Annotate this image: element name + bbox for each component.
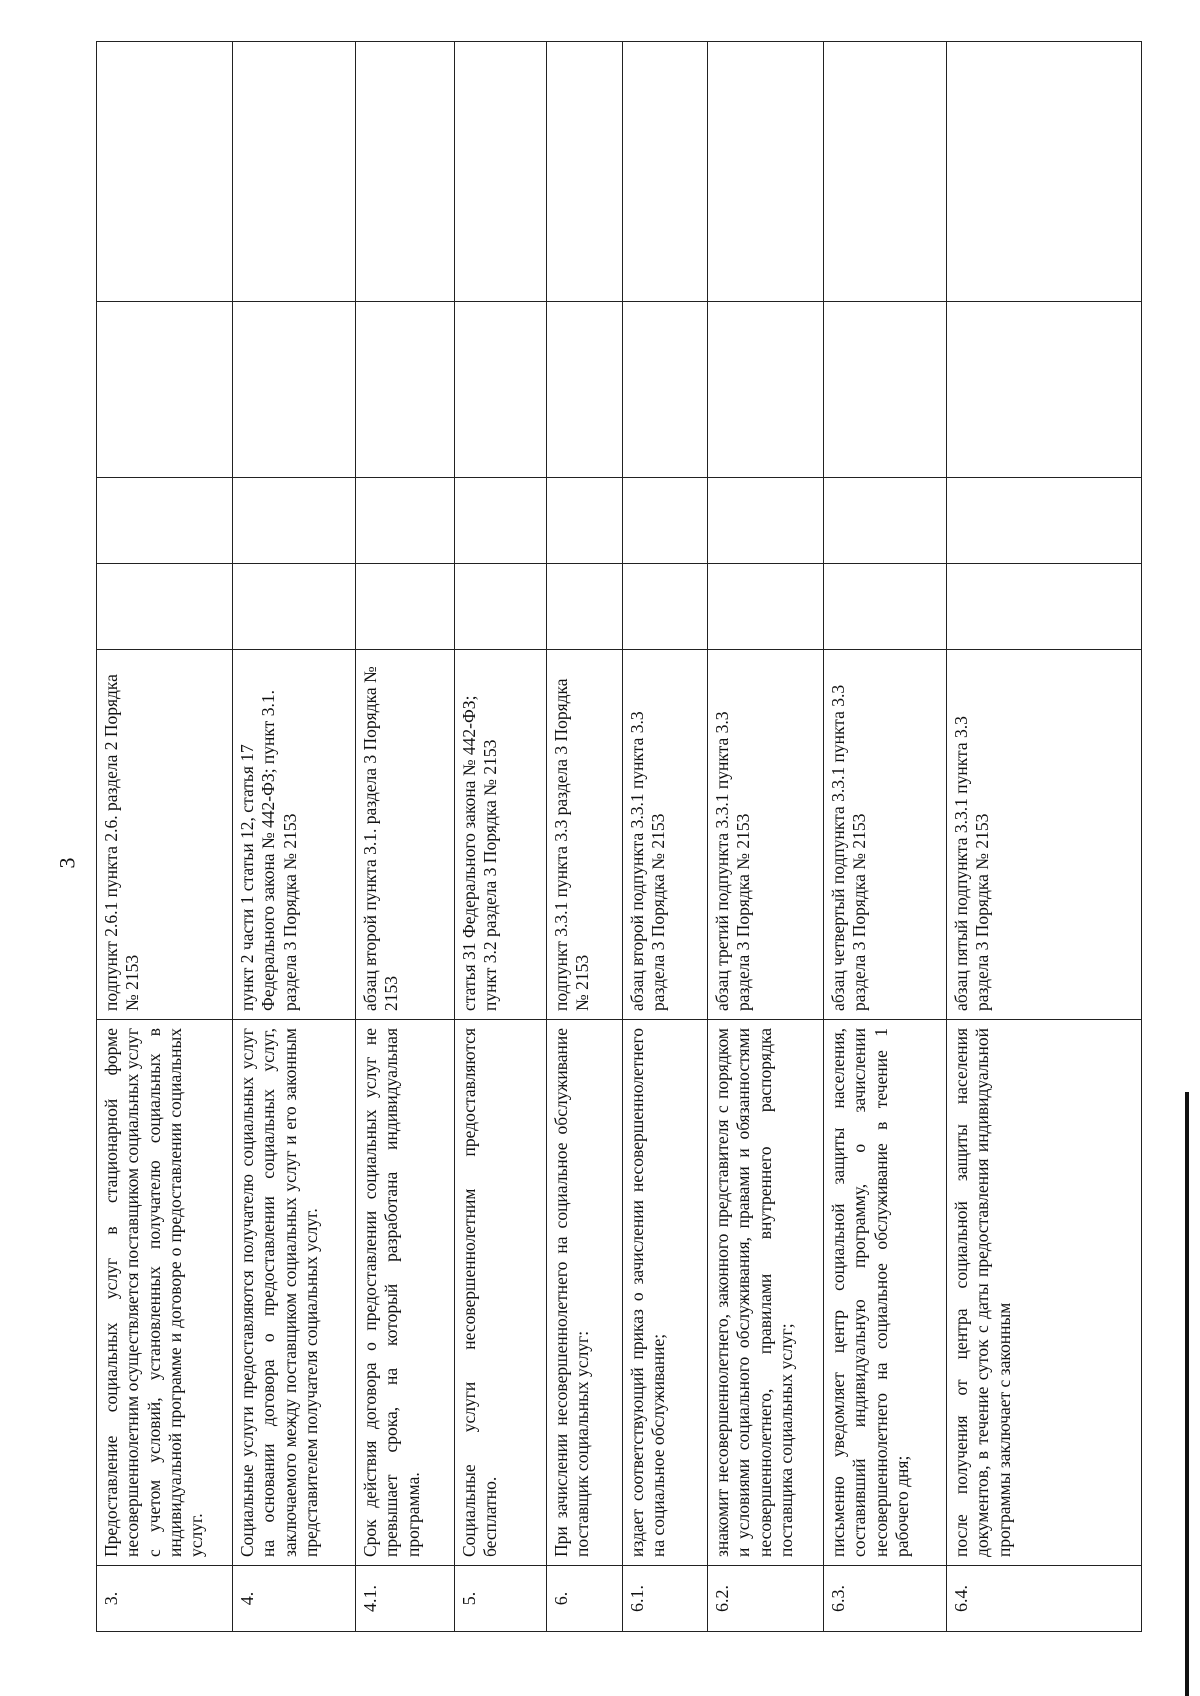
empty-cell xyxy=(356,42,455,302)
legal-reference: подпункт 3.3.1 пункта 3.3 раздела 3 Порядка № 2153 xyxy=(547,650,623,1020)
empty-cell xyxy=(708,478,824,564)
table-row xyxy=(824,42,947,1632)
empty-cell xyxy=(708,302,824,478)
empty-cell xyxy=(547,302,623,478)
requirement-text: Социальные услуги предоставляются получателю социальных услуг на основании договора о предоставлении социальных услуг, заключаемого между поставщиком социальных услуг и его законным представителем получателя социальных услуг. xyxy=(233,1020,356,1566)
row-number: 6.1. xyxy=(623,1566,708,1632)
empty-cell xyxy=(97,302,233,478)
empty-cell xyxy=(947,302,1142,478)
scan-edge-line xyxy=(1185,1092,1189,1696)
empty-cell xyxy=(455,564,547,650)
empty-cell xyxy=(623,302,708,478)
rotated-table-wrapper xyxy=(96,42,1141,1632)
empty-cell xyxy=(547,42,623,302)
empty-cell xyxy=(455,42,547,302)
empty-cell xyxy=(356,302,455,478)
empty-cell xyxy=(233,302,356,478)
requirement-text: Предоставление социальных услуг в стационарной форме несовершеннолетним осуществляется поставщиком социальных услуг с учетом условий, установленных получателю социальных в индивидуальной программе и договоре о предоставлении социальных услуг. xyxy=(97,1020,233,1566)
requirement-text: При зачислении несовершеннолетнего на социальное обслуживание поставщик социальных услуг: xyxy=(547,1020,623,1566)
empty-cell xyxy=(947,478,1142,564)
row-number: 3. xyxy=(97,1566,233,1632)
empty-cell xyxy=(708,564,824,650)
legal-reference: статья 31 Федерального закона № 442-ФЗ; пункт 3.2 раздела 3 Порядка № 2153 xyxy=(455,650,547,1020)
empty-cell xyxy=(623,478,708,564)
empty-cell xyxy=(233,564,356,650)
empty-cell xyxy=(708,42,824,302)
requirement-text: издает соответствующий приказ о зачислении несовершеннолетнего на социальное обслуживание; xyxy=(623,1020,708,1566)
empty-cell xyxy=(97,564,233,650)
requirement-text: письменно уведомляет центр социальной защиты населения, составивший индивидуальную программу, о зачислении несовершеннолетнего на социальное обслуживание в течение 1 рабочего дня; xyxy=(824,1020,947,1566)
requirement-text: Срок действия договора о предоставлении социальных услуг не превышает срока, на который разработана индивидуальная программа. xyxy=(356,1020,455,1566)
empty-cell xyxy=(455,302,547,478)
legal-reference: подпункт 2.6.1 пункта 2.6. раздела 2 Порядка № 2153 xyxy=(97,650,233,1020)
requirement-text: после получения от центра социальной защиты населения документов, в течение суток с даты предоставления индивидуальной программы заключает с законным xyxy=(947,1020,1142,1566)
row-number: 6. xyxy=(547,1566,623,1632)
legal-reference: абзац четвертый подпункта 3.3.1 пункта 3.3 раздела 3 Порядка № 2153 xyxy=(824,650,947,1020)
row-number: 6.2. xyxy=(708,1566,824,1632)
legal-reference: абзац пятый подпункта 3.3.1 пункта 3.3 раздела 3 Порядка № 2153 xyxy=(947,650,1142,1020)
requirements-table xyxy=(96,41,1142,1632)
empty-cell xyxy=(97,478,233,564)
empty-cell xyxy=(824,302,947,478)
empty-cell xyxy=(547,478,623,564)
table-row xyxy=(623,42,708,1632)
legal-reference: пункт 2 части 1 статьи 12, статья 17 Федерального закона № 442-ФЗ; пункт 3.1. раздела 3 Порядка № 2153 xyxy=(233,650,356,1020)
table-row xyxy=(947,42,1142,1632)
row-number: 6.4. xyxy=(947,1566,1142,1632)
empty-cell xyxy=(547,564,623,650)
row-number: 5. xyxy=(455,1566,547,1632)
row-number: 4.1. xyxy=(356,1566,455,1632)
requirement-text: знакомит несовершеннолетнего, законного представителя с порядком и условиями социального обслуживания, правами и обязанностями несовершеннолетнего, правилами внутреннего распорядка поставщика социальных услуг; xyxy=(708,1020,824,1566)
empty-cell xyxy=(947,42,1142,302)
table-row xyxy=(708,42,824,1632)
empty-cell xyxy=(97,42,233,302)
empty-cell xyxy=(455,478,547,564)
legal-reference: абзац второй пункта 3.1. раздела 3 Порядка № 2153 xyxy=(356,650,455,1020)
table-row xyxy=(547,42,623,1632)
empty-cell xyxy=(824,564,947,650)
table-row xyxy=(97,42,233,1632)
table-row xyxy=(455,42,547,1632)
empty-cell xyxy=(233,42,356,302)
empty-cell xyxy=(947,564,1142,650)
empty-cell xyxy=(824,478,947,564)
empty-cell xyxy=(824,42,947,302)
page-number: 3 xyxy=(54,857,80,869)
empty-cell xyxy=(623,42,708,302)
legal-reference: абзац второй подпункта 3.3.1 пункта 3.3 раздела 3 Порядка № 2153 xyxy=(623,650,708,1020)
row-number: 6.3. xyxy=(824,1566,947,1632)
empty-cell xyxy=(623,564,708,650)
legal-reference: абзац третий подпункта 3.3.1 пункта 3.3 раздела 3 Порядка № 2153 xyxy=(708,650,824,1020)
table-row xyxy=(233,42,356,1632)
table-row xyxy=(356,42,455,1632)
empty-cell xyxy=(356,478,455,564)
requirement-text: Социальные услуги несовершеннолетним предоставляются бесплатно. xyxy=(455,1020,547,1566)
row-number: 4. xyxy=(233,1566,356,1632)
empty-cell xyxy=(233,478,356,564)
empty-cell xyxy=(356,564,455,650)
